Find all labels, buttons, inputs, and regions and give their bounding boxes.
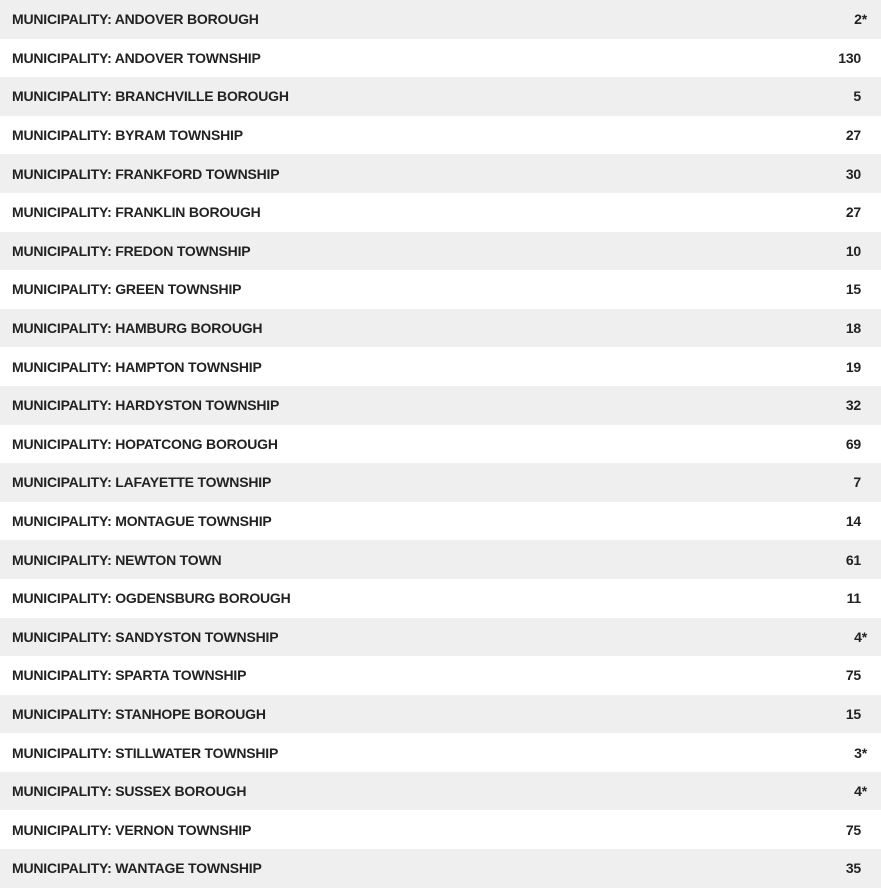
municipality-count: 35 [845, 860, 861, 877]
table-row [0, 77, 881, 116]
municipality-label: MUNICIPALITY: SPARTA TOWNSHIP [12, 667, 247, 684]
municipality-count: 10 [845, 242, 861, 259]
municipality-label: MUNICIPALITY: ANDOVER TOWNSHIP [12, 49, 261, 66]
municipality-label: MUNICIPALITY: ANDOVER BOROUGH [12, 11, 259, 28]
table-row [0, 232, 881, 271]
municipality-count: 15 [845, 705, 861, 722]
municipality-count: 15 [845, 281, 861, 298]
municipality-label: MUNICIPALITY: HARDYSTON TOWNSHIP [12, 397, 280, 414]
table-row [0, 540, 881, 579]
table-row [0, 618, 881, 657]
municipality-label: MUNICIPALITY: FRANKLIN BOROUGH [12, 204, 261, 221]
municipality-count: 130 [838, 49, 861, 66]
municipality-label: MUNICIPALITY: STANHOPE BOROUGH [12, 705, 266, 722]
table-row [0, 0, 881, 39]
municipality-label: MUNICIPALITY: STILLWATER TOWNSHIP [12, 744, 279, 761]
table-row [0, 810, 881, 849]
municipality-count: 27 [845, 204, 861, 221]
table-row [0, 733, 881, 772]
municipality-count: 75 [845, 821, 861, 838]
municipality-label: MUNICIPALITY: WANTAGE TOWNSHIP [12, 860, 262, 877]
municipality-label: MUNICIPALITY: HAMPTON TOWNSHIP [12, 358, 262, 375]
municipality-count: 32 [845, 397, 861, 414]
municipality-label: MUNICIPALITY: SUSSEX BOROUGH [12, 783, 247, 800]
municipality-count: 61 [845, 551, 861, 568]
table-row [0, 656, 881, 695]
municipality-count: 2* [854, 11, 867, 28]
table-row [0, 347, 881, 386]
municipality-count: 14 [845, 513, 861, 530]
table-row [0, 193, 881, 232]
table-row [0, 772, 881, 811]
municipality-count: 4* [854, 628, 867, 645]
table-row [0, 116, 881, 155]
table-row [0, 386, 881, 425]
municipality-label: MUNICIPALITY: SANDYSTON TOWNSHIP [12, 628, 279, 645]
table-row [0, 425, 881, 464]
municipality-count: 19 [845, 358, 861, 375]
municipality-label: MUNICIPALITY: FREDON TOWNSHIP [12, 242, 251, 259]
municipality-label: MUNICIPALITY: BRANCHVILLE BOROUGH [12, 88, 289, 105]
municipality-count: 18 [845, 320, 861, 337]
municipality-label: MUNICIPALITY: VERNON TOWNSHIP [12, 821, 252, 838]
table-row [0, 463, 881, 502]
municipality-count: 11 [846, 590, 861, 607]
table-row [0, 270, 881, 309]
municipality-count: 30 [845, 165, 861, 182]
municipality-count: 27 [845, 127, 861, 144]
municipality-count: 69 [845, 435, 861, 452]
municipality-label: MUNICIPALITY: HAMBURG BOROUGH [12, 320, 263, 337]
municipality-label: MUNICIPALITY: FRANKFORD TOWNSHIP [12, 165, 280, 182]
table-row [0, 695, 881, 734]
municipality-label: MUNICIPALITY: OGDENSBURG BOROUGH [12, 590, 291, 607]
table-row [0, 579, 881, 618]
table-row [0, 309, 881, 348]
municipality-count: 7 [853, 474, 861, 491]
municipality-count: 5 [853, 88, 861, 105]
municipality-count: 3* [854, 744, 867, 761]
table-row [0, 849, 881, 888]
municipality-label: MUNICIPALITY: GREEN TOWNSHIP [12, 281, 242, 298]
table-row [0, 502, 881, 541]
municipality-label: MUNICIPALITY: MONTAGUE TOWNSHIP [12, 513, 272, 530]
municipality-label: MUNICIPALITY: NEWTON TOWN [12, 551, 222, 568]
municipality-count: 75 [845, 667, 861, 684]
municipality-label: MUNICIPALITY: BYRAM TOWNSHIP [12, 127, 243, 144]
municipality-label: MUNICIPALITY: HOPATCONG BOROUGH [12, 435, 278, 452]
municipality-label: MUNICIPALITY: LAFAYETTE TOWNSHIP [12, 474, 272, 491]
table-row [0, 39, 881, 78]
table-row [0, 154, 881, 193]
municipality-count: 4* [854, 783, 867, 800]
